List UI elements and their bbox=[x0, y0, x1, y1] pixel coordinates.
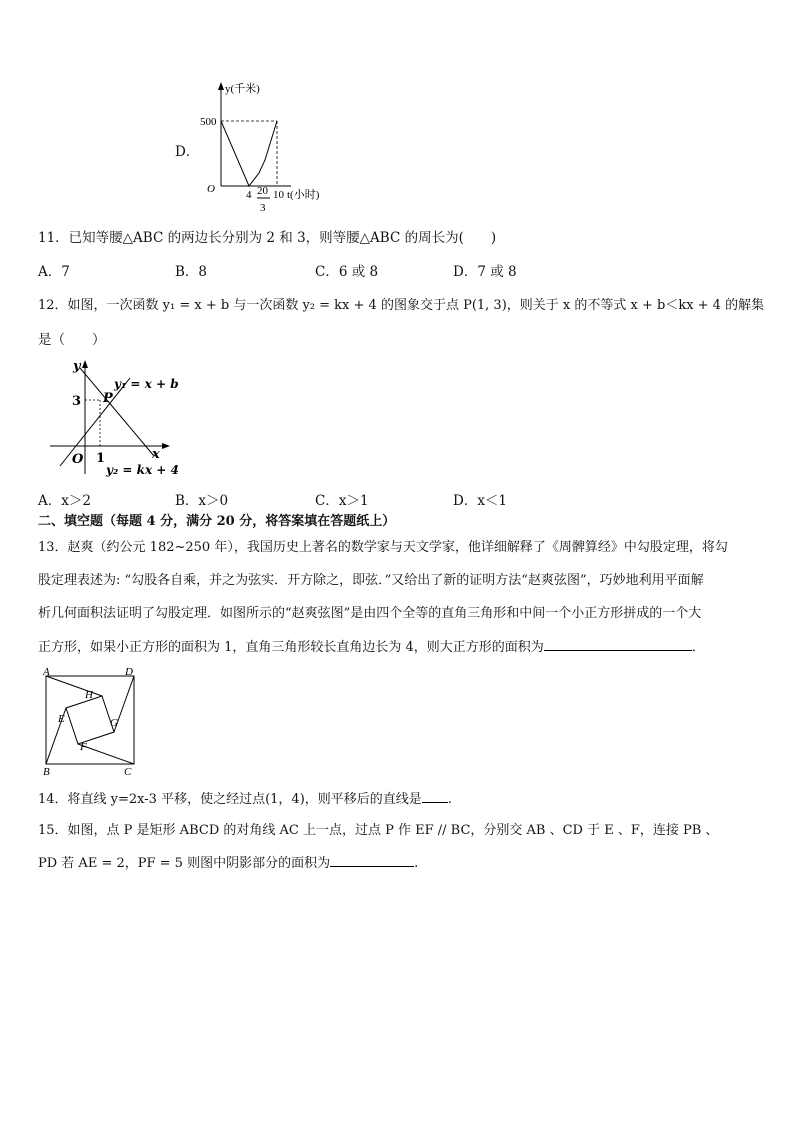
q15-answer-blank bbox=[330, 852, 414, 867]
q15-line-2-end: . bbox=[414, 856, 419, 871]
q12-option-a: A．x＞2 bbox=[38, 493, 91, 509]
q13-answer-blank bbox=[544, 636, 692, 651]
q11-option-c: C．6 或 8 bbox=[315, 264, 379, 280]
q12-origin: O bbox=[72, 452, 84, 467]
q14-answer-blank bbox=[422, 788, 448, 803]
q12-option-c: C．x＞1 bbox=[315, 493, 369, 509]
q14-text: 14．将直线 y=2x-3 平移，使之经过点(1，4)，则平移后的直线是 bbox=[38, 792, 422, 807]
q10-graph bbox=[195, 78, 345, 218]
label-h: H bbox=[85, 689, 93, 701]
q13-line-4-end: ． bbox=[691, 640, 705, 655]
label-e: E bbox=[58, 713, 65, 725]
label-d: D bbox=[125, 666, 133, 678]
label-b: B bbox=[43, 766, 50, 778]
q11-option-b: B．8 bbox=[175, 264, 208, 280]
q12-line1-label: y₁ = x + b bbox=[114, 377, 179, 391]
label-g: G bbox=[110, 717, 118, 729]
q15-line-2-text: PD 若 AE = 2，PF = 5 则图中阴影部分的面积为 bbox=[38, 856, 331, 871]
q10-x-tick-10: 10 bbox=[273, 189, 284, 201]
q10-x-tick-20: 20 bbox=[257, 185, 268, 197]
section-2-title: 二、填空题（每题 4 分，满分 20 分，将答案填在答题纸上） bbox=[38, 514, 396, 529]
q10-y-arrow bbox=[218, 82, 224, 90]
q13-line-2: 股定理表述为: “勾股各自乘，并之为弦实．开方除之，即弦．”又给出了新的证明方法“赵爽弦图”，巧妙地利用平面解 bbox=[38, 573, 704, 588]
q10-y-tick: 500 bbox=[200, 116, 217, 128]
q12-option-b: B．x＞0 bbox=[175, 493, 229, 509]
q15-line-1: 15．如图，点 P 是矩形 ABCD 的对角线 AC 上一点，过点 P 作 EF // BC，分别交 AB 、CD 于 E 、F，连接 PB 、 bbox=[38, 823, 719, 838]
q12-y-label: y bbox=[73, 359, 81, 374]
q11-option-a: A．7 bbox=[38, 264, 70, 280]
q11-option-d: D．7 或 8 bbox=[453, 264, 517, 280]
q13-line-1: 13．赵爽（约公元 182~250 年），我国历史上著名的数学家与天文学家，他详细解释了《周髀算经》中勾股定理，将勾 bbox=[38, 540, 728, 555]
q10-x-tick-4: 4 bbox=[246, 189, 252, 201]
q14-line bbox=[38, 788, 452, 810]
q10-option-d-label: D． bbox=[175, 144, 200, 160]
q10-y-label: y(千米) bbox=[225, 83, 260, 95]
q13-line-4-text: 正方形，如果小正方形的面积为 1，直角三角形较长直角边长为 4，则大正方形的面积为 bbox=[38, 640, 544, 655]
q12-option-d: D．x＜1 bbox=[453, 493, 508, 509]
q12-graph bbox=[40, 356, 190, 480]
inner-square bbox=[66, 696, 114, 744]
q12-line2-label: y₂ = kx + 4 bbox=[106, 463, 179, 477]
triangle-line-ah bbox=[46, 676, 102, 696]
label-f: F bbox=[80, 741, 87, 753]
label-a: A bbox=[43, 666, 50, 678]
q10-origin: O bbox=[207, 183, 215, 195]
q12-point-p: P bbox=[103, 391, 113, 406]
q12-y-tick-3: 3 bbox=[72, 394, 82, 409]
q11-stem: 11．已知等腰△ABC 的两边长分别为 2 和 3，则等腰△ABC 的周长为( ) bbox=[38, 230, 497, 246]
q12-x-tick-1: 1 bbox=[96, 451, 106, 466]
q12-stem-line1: 12．如图，一次函数 y₁ = x + b 与一次函数 y₂ = kx + 4 的图象交于点 P(1, 3)，则关于 x 的不等式 x + b＜kx + 4 的解集 bbox=[38, 298, 765, 313]
q12-y-arrow bbox=[82, 360, 88, 368]
q10-graph-line bbox=[221, 121, 277, 186]
q12-x-label: x bbox=[152, 447, 160, 462]
q13-line-3: 析几何面积法证明了勾股定理．如图所示的“赵爽弦图”是由四个全等的直角三角形和中间一个小正方形拼成的一个大 bbox=[38, 606, 702, 621]
q14-end: . bbox=[447, 792, 452, 807]
q10-x-tick-3: 3 bbox=[260, 202, 266, 214]
q15-line-2 bbox=[38, 852, 418, 874]
q12-x-arrow bbox=[162, 443, 170, 449]
zhao-shuang-figure bbox=[38, 666, 142, 778]
q10-x-label: t(小时) bbox=[287, 189, 320, 201]
q12-stem-line2: 是（ ） bbox=[38, 332, 106, 348]
q13-line-4 bbox=[38, 636, 705, 658]
label-c: C bbox=[124, 766, 132, 778]
q12-line-y1 bbox=[60, 378, 130, 466]
